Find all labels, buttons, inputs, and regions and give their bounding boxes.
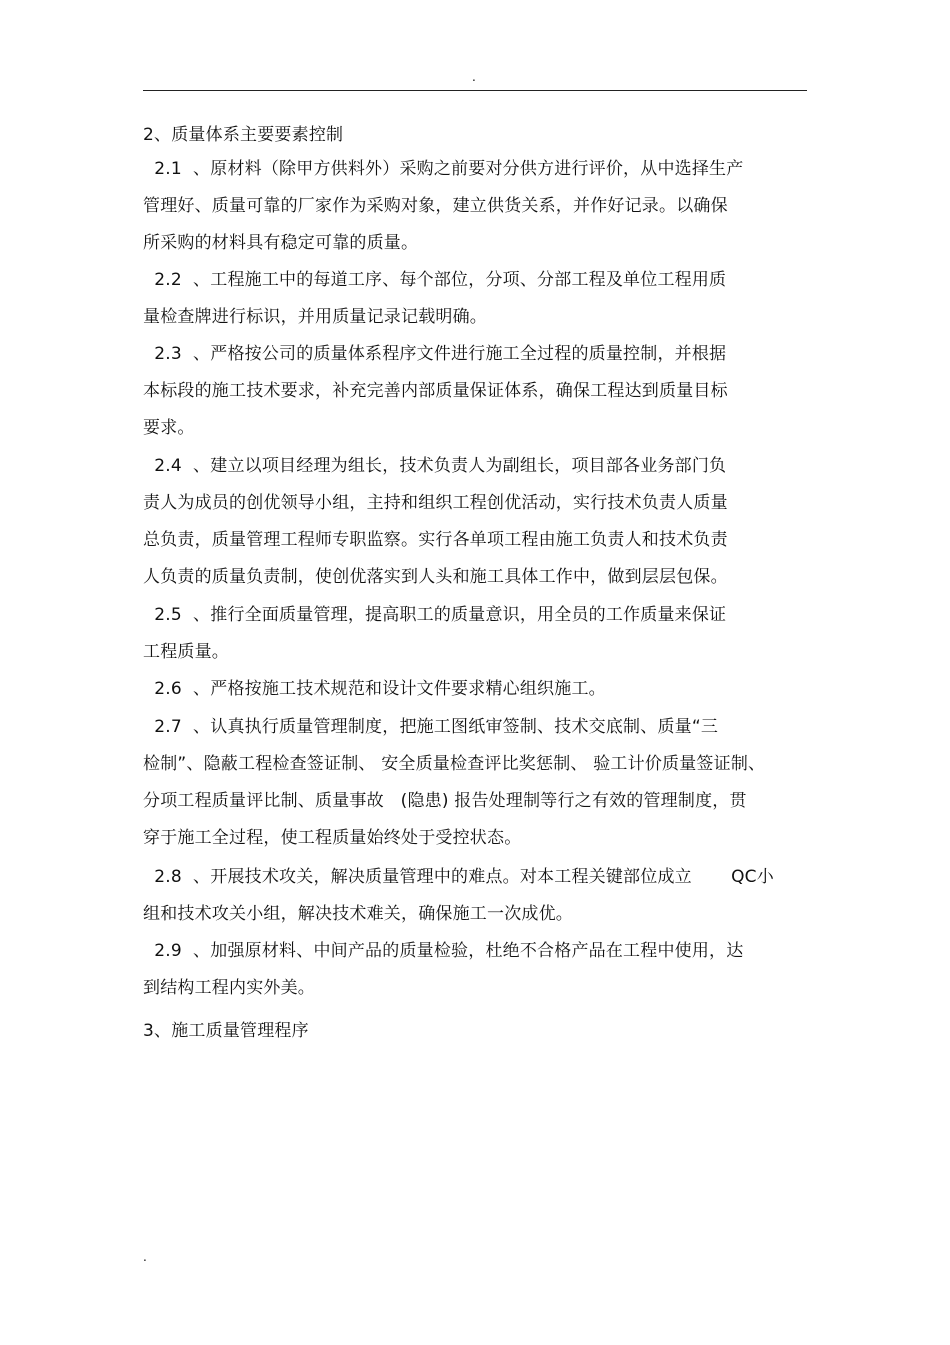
paragraph-line: 检制”、隐蔽工程检查签证制、 安全质量检查评比奖惩制、 验工计价质量签证制、	[143, 754, 766, 774]
header-dot: .	[472, 70, 476, 84]
paragraph-line: 2.7 、认真执行质量管理制度，把施工图纸审签制、技术交底制、质量“三	[143, 717, 719, 737]
paragraph-line: 2.8 、开展技术攻关，解决质量管理中的难点。对本工程关键部位成立 QC小	[143, 867, 774, 887]
section-heading-2: 2、质量体系主要要素控制	[143, 125, 344, 145]
paragraph-line: 量检查牌进行标识，并用质量记录记载明确。	[143, 307, 487, 327]
paragraph-line: 2.2 、工程施工中的每道工序、每个部位，分项、分部工程及单位工程用质	[143, 270, 727, 290]
paragraph-line: 2.4 、建立以项目经理为组长，技术负责人为副组长，项目部各业务部门负	[143, 456, 727, 476]
paragraph-line: 穿于施工全过程，使工程质量始终处于受控状态。	[143, 828, 522, 848]
paragraph-line: 2.1 、原材料（除甲方供料外）采购之前要对分供方进行评价，从中选择生产	[143, 159, 744, 179]
paragraph-line: 组和技术攻关小组，解决技术难关，确保施工一次成优。	[143, 904, 573, 924]
paragraph-line: 要求。	[143, 418, 195, 438]
footer-dot: .	[143, 1250, 147, 1264]
paragraph-line: 2.3 、严格按公司的质量体系程序文件进行施工全过程的质量控制，并根据	[143, 344, 727, 364]
section-heading-3: 3、施工质量管理程序	[143, 1021, 309, 1041]
paragraph-line: 总负责，质量管理工程师专职监察。实行各单项工程由施工负责人和技术负责	[143, 530, 728, 550]
paragraph-line: 人负责的质量负责制，使创优落实到人头和施工具体工作中，做到层层包保。	[143, 567, 728, 587]
paragraph-line: 管理好、质量可靠的厂家作为采购对象，建立供货关系，并作好记录。以确保	[143, 196, 728, 216]
paragraph-line: 所采购的材料具有稳定可靠的质量。	[143, 233, 419, 253]
paragraph-line: 本标段的施工技术要求，补充完善内部质量保证体系，确保工程达到质量目标	[143, 381, 728, 401]
header-rule	[143, 90, 807, 91]
paragraph-line: 工程质量。	[143, 642, 229, 662]
paragraph-line: 2.9 、加强原材料、中间产品的质量检验，杜绝不合格产品在工程中使用，达	[143, 941, 744, 961]
paragraph-line: 2.5 、推行全面质量管理，提高职工的质量意识，用全员的工作质量来保证	[143, 605, 727, 625]
paragraph-line: 责人为成员的创优领导小组，主持和组织工程创优活动，实行技术负责人质量	[143, 493, 728, 513]
paragraph-line: 到结构工程内实外美。	[143, 978, 315, 998]
paragraph-line: 2.6 、严格按施工技术规范和设计文件要求精心组织施工。	[143, 679, 606, 699]
paragraph-line: 分项工程质量评比制、质量事故 (隐患) 报告处理制等行之有效的管理制度，贯	[143, 791, 747, 811]
